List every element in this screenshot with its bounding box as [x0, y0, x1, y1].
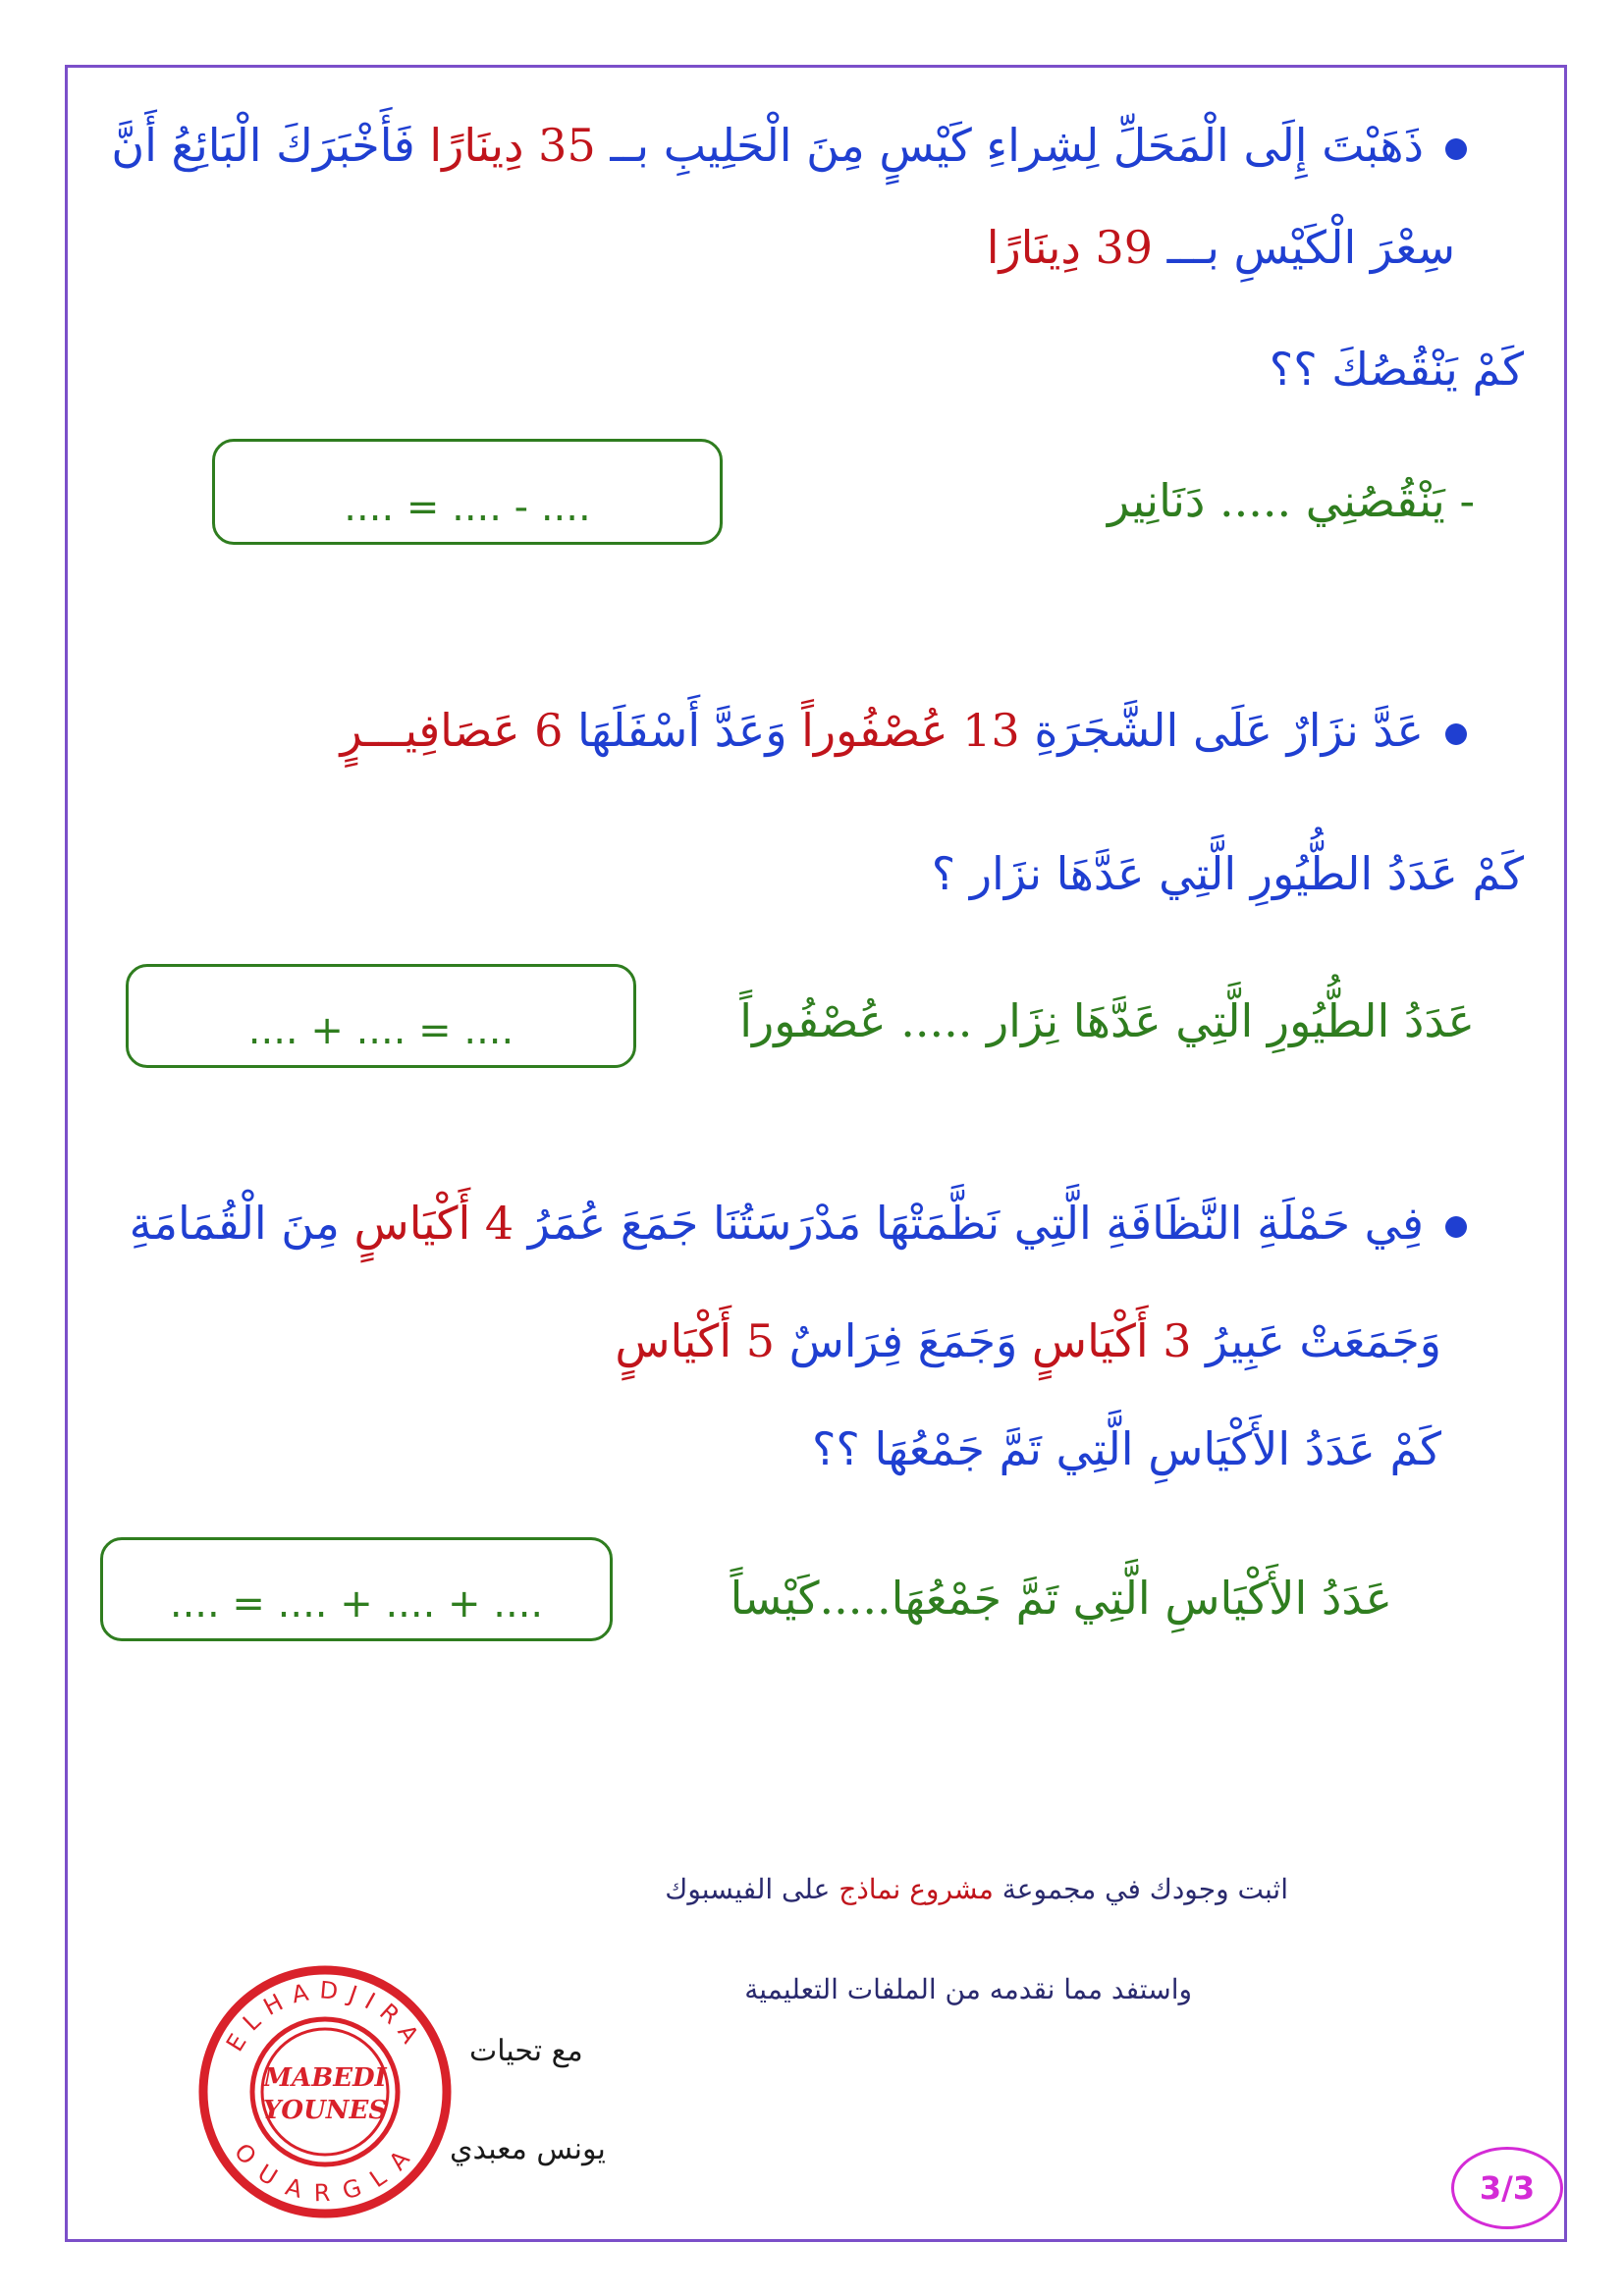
problem2-answer: عَدَدُ الطُّيُورِ الَّتِي عَدَّهَا نِزَار ..... عُصْفُوراً: [739, 994, 1475, 1047]
problem3-line1: [130, 1194, 1467, 1253]
problem1-line2: [987, 218, 1455, 277]
problem2-amount-13: 13 عُصْفُوراً: [801, 704, 1020, 757]
problem1-answer-box[interactable]: .... = .... - ....: [212, 439, 723, 545]
problem3-text-c: مِنَ الْقُمَامَةِ: [129, 1197, 354, 1250]
problem3-answer: عَدَدُ الأَكْيَاسِ الَّتِي تَمَّ جَمْعُهَا.....كَيْساً: [730, 1572, 1392, 1625]
stamp-seal: [196, 1963, 454, 2220]
problem3-line2: [615, 1311, 1441, 1370]
problem3-amount-4: 4 أَكْيَاسٍ: [353, 1197, 514, 1250]
svg-text:ELHADJIRA: [221, 1976, 429, 2056]
footer-invite-c: على الفيسبوك: [665, 1873, 839, 1905]
bullet-icon: [1445, 138, 1467, 160]
problem2-text-c: وَعَدَّ أَسْفَلَهَا: [563, 704, 802, 757]
problem1-question: كَمْ يَنْقُصُكَ ؟؟: [1269, 343, 1524, 396]
problem3-text-a: فِي حَمْلَةِ النَّظَافَةِ الَّتِي نَظَّمَتْهَا مَدْرَسَتُنَا جَمَعَ عُمَرُ: [514, 1197, 1424, 1250]
page-number: 3/3: [1451, 2147, 1563, 2229]
footer-project-name: مشروع نماذج: [839, 1873, 994, 1905]
stamp-bottom-text: OUARGLA: [229, 2137, 421, 2207]
problem1-text-c: فَأَخْبَرَكَ الْبَائِعُ أَنَّ: [111, 119, 430, 172]
problem3-amount-3: 3 أَكْيَاسٍ: [1031, 1314, 1192, 1367]
footer-benefit: واستفد مما نقدمه من الملفات التعليمية: [744, 1973, 1192, 2005]
stamp-name-line2: YOUNES: [262, 2096, 388, 2125]
problem2-amount-6: 6 عَصَافِيـــرٍ: [340, 704, 564, 757]
problem3-question: كَمْ عَدَدُ الأَكْيَاسِ الَّتِي تَمَّ جَمْعُهَا ؟؟: [812, 1422, 1441, 1475]
problem3-amount-5: 5 أَكْيَاسٍ: [615, 1314, 776, 1367]
problem2-question: كَمْ عَدَدُ الطُّيُورِ الَّتِي عَدَّهَا نزَار ؟: [931, 847, 1524, 900]
problem1-price-text: سِعْرَ الْكَيْسِ بـــ: [1153, 221, 1455, 274]
problem1-text-a: ذَهَبْتَ إِلَى الْمَحَلِّ لِشِراءِ كَيْسٍ مِنَ الْحَلِيبِ بــ: [595, 119, 1424, 172]
footer-invite-a: اثبت وجودك في مجموعة: [993, 1873, 1288, 1905]
bullet-icon: [1445, 1216, 1467, 1238]
problem1-answer: - يَنْقُصُنِي ..... دَنَانِير: [1108, 474, 1475, 527]
problem1-line1: [111, 116, 1467, 175]
problem2-line1: [341, 701, 1468, 760]
problem1-amount-39: 39 دِينَارًا: [986, 221, 1154, 274]
stamp-top-text: ELHADJIRA: [220, 1976, 430, 2056]
stamp-name-line1: MABEDI: [263, 2063, 387, 2093]
footer-invite: [665, 1873, 1288, 1905]
footer-author: يونس معبدي: [450, 2132, 606, 2166]
footer-greeting: مع تحيات: [469, 2034, 583, 2068]
problem2-answer-box[interactable]: .... + .... = ....: [126, 964, 636, 1068]
problem3-text-d: وَجَمَعَتْ عَبِيرُ: [1191, 1314, 1441, 1367]
problem3-answer-box[interactable]: .... = .... + .... + ....: [100, 1537, 613, 1641]
problem3-text-e: وَجَمَعَ فِرَاسٌ: [775, 1314, 1032, 1367]
problem1-amount-35: 35 دِينَارًا: [429, 119, 596, 172]
problem2-text-a: عَدَّ نزَارٌ عَلَى الشَّجَرَةِ: [1019, 704, 1424, 757]
bullet-icon: [1445, 723, 1467, 745]
